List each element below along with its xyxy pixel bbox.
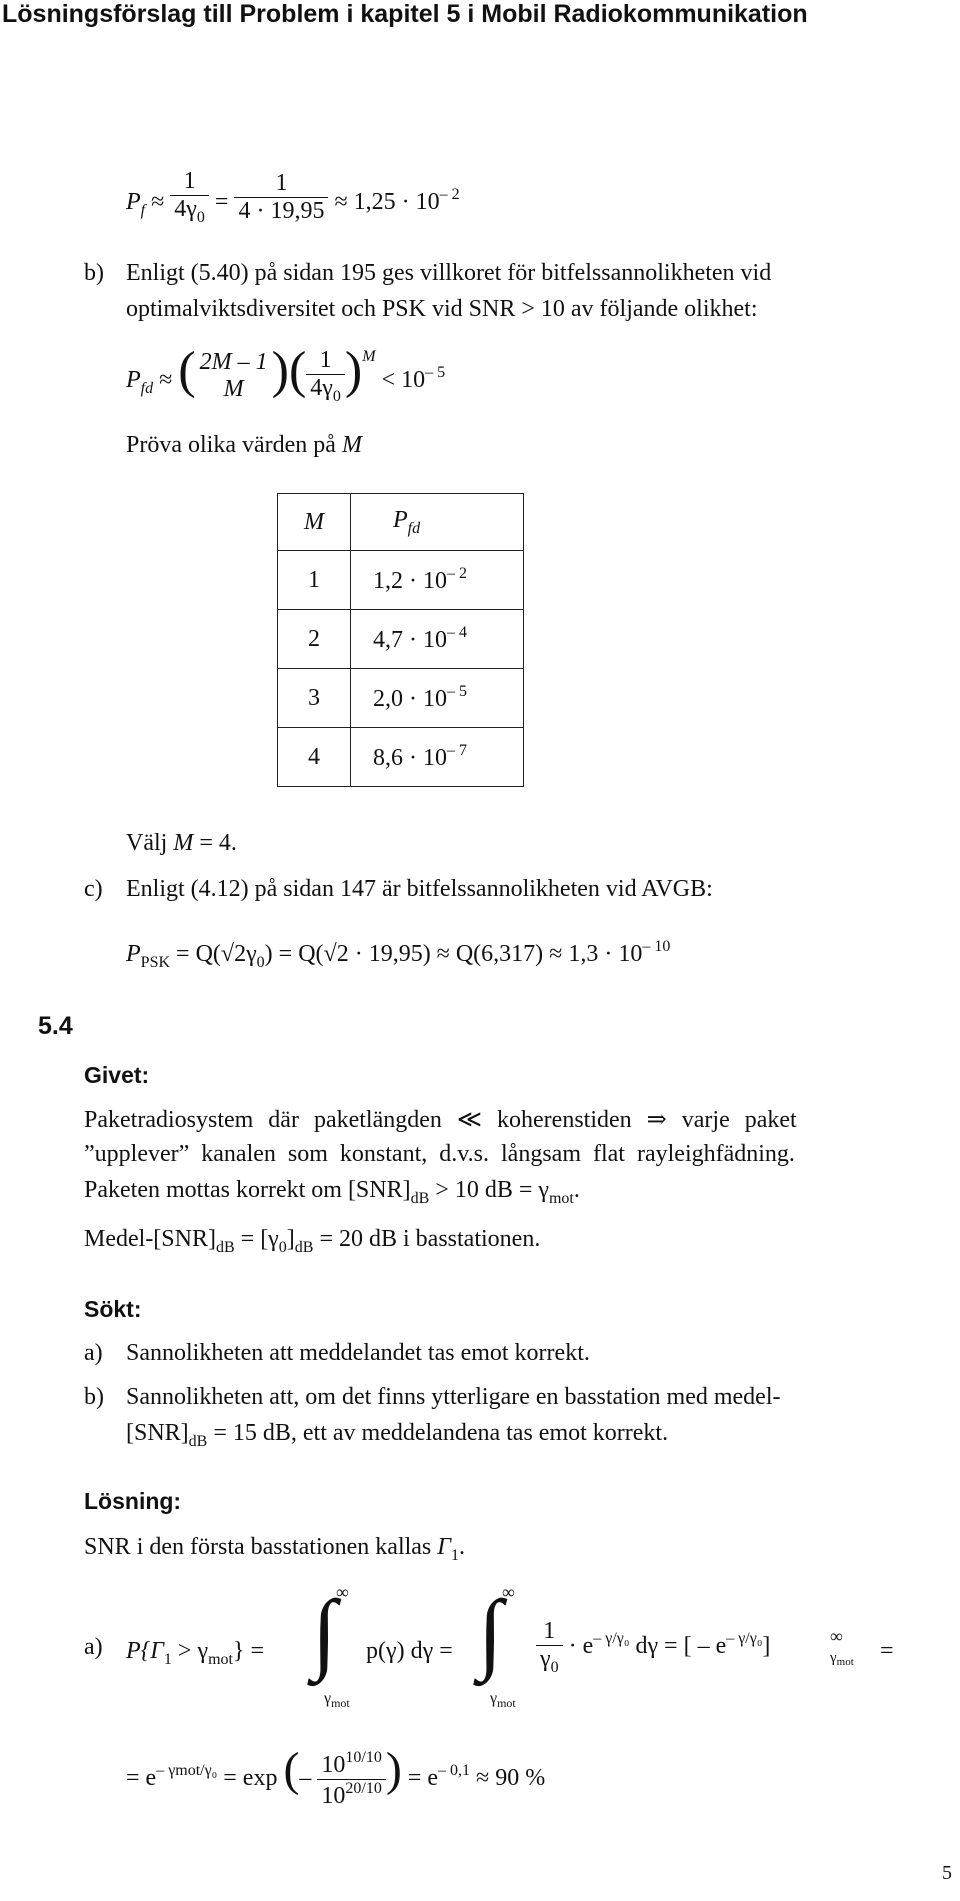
table-cell-p [351, 728, 524, 787]
pfd-table [277, 493, 524, 787]
sokt-b-line2-a: [SNR] [126, 1420, 189, 1446]
line2-e-exp: – γmot/γ₀ [156, 1762, 218, 1779]
equation-pf [126, 168, 460, 227]
ppsk-part-b: ) = Q(√2 · 19,95) ≈ Q(6,317) ≈ 1,3 · 10 [264, 941, 643, 967]
ppsk-sub-0: 0 [256, 954, 265, 971]
frac-num: 1 [536, 1618, 563, 1646]
table-cell-m: 2 [278, 610, 351, 669]
pf-result-exp: – 2 [439, 186, 460, 204]
den-sub: 0 [332, 387, 341, 405]
choose-text: Välj [126, 830, 168, 856]
line4-c: ] [286, 1226, 295, 1252]
solution-a-lhs [126, 1638, 264, 1669]
bracket-upper: ∞ [830, 1626, 843, 1646]
p-value: 4,7 · 10 [373, 627, 447, 653]
left-paren-2: ( [288, 342, 307, 399]
den-text: 4γ [310, 374, 333, 401]
power-m: M [362, 348, 376, 365]
prob-open: P{Γ [126, 1638, 164, 1664]
line3-b: > 10 dB = γ [429, 1177, 549, 1203]
sokt-b-label: b) [84, 1384, 104, 1410]
integral-2-lower [490, 1690, 516, 1711]
sub-f: f [140, 202, 146, 220]
p-exp: – 5 [447, 683, 467, 700]
fraction-2-den: 4 · 19,95 [238, 198, 325, 224]
rhs-exp: – 5 [425, 364, 446, 381]
line3-sub2: mot [548, 1190, 574, 1207]
prob-gt: > γ [171, 1638, 209, 1664]
fraction-1-over-gamma0 [536, 1618, 563, 1677]
table-cell-m: 1 [278, 551, 351, 610]
equation-ppsk [126, 938, 670, 972]
exp-e: · e [568, 1633, 594, 1660]
approx-sign: ≈ [151, 189, 165, 216]
fraction-num: 1 [306, 347, 345, 375]
den-gamma: γ [540, 1646, 551, 1672]
lower-gamma: γ [324, 1690, 332, 1707]
prob-sub: 1 [163, 1651, 172, 1668]
part-c-text: Enligt (4.12) på sidan 147 är bitfelssannolikheten vid AVGB: [126, 876, 713, 902]
fraction-1-den [170, 196, 209, 227]
minus-sign: – [299, 1765, 312, 1791]
pf-result: ≈ 1,25 · 10 [334, 189, 440, 216]
section-number: 5.4 [38, 1012, 73, 1040]
losning-heading: Lösning: [84, 1488, 182, 1514]
part-b-label: b) [84, 260, 104, 286]
integral-sign-1: ∫ [312, 1583, 337, 1682]
right-paren: ) [271, 342, 289, 399]
table-cell-m: 3 [278, 669, 351, 728]
equation-pfd [126, 342, 446, 406]
givet-heading: Givet: [84, 1062, 150, 1088]
sokt-b-line2-sub: dB [188, 1433, 208, 1450]
integrand-1: p(γ) dγ = [366, 1638, 453, 1664]
line2-exp: = exp [217, 1765, 278, 1791]
line2-e: = e [126, 1765, 157, 1791]
den-sub: 0 [550, 1659, 559, 1676]
var-p: P [126, 367, 141, 393]
line4-d: = 20 dB i basstationen. [313, 1226, 541, 1252]
givet-line4 [84, 1226, 540, 1257]
page-header-title: Lösningsförslag till Problem i kapitel 5 i Mobil Radiokommunikation [2, 0, 808, 28]
table-row [278, 728, 524, 787]
try-var: M [341, 432, 362, 458]
part-c-label: c) [84, 876, 103, 902]
bracket-close: ] [762, 1633, 771, 1660]
fraction-1 [170, 168, 209, 227]
fraction-1-num: 1 [170, 168, 209, 196]
lower-sub: mot [331, 1696, 350, 1710]
header-m: M [278, 494, 351, 551]
table-cell-p [351, 610, 524, 669]
rhs: < 10 [381, 367, 426, 393]
table-cell-p [351, 551, 524, 610]
table-row [278, 669, 524, 728]
line3-sub: dB [410, 1190, 430, 1207]
binomial-bottom: M [223, 376, 244, 403]
bracket-lower-sub: mot [836, 1656, 854, 1668]
line2-result: ≈ 90 % [470, 1765, 546, 1791]
ppsk-exp: – 10 [642, 938, 671, 955]
sokt-b-line2 [126, 1420, 668, 1451]
sub-fd: fd [140, 380, 154, 397]
sokt-heading: Sökt: [84, 1296, 142, 1322]
p-value: 8,6 · 10 [373, 745, 447, 771]
losning-line [84, 1534, 465, 1565]
lower-sub: mot [497, 1696, 516, 1710]
sokt-a-label: a) [84, 1340, 103, 1366]
bracket-lower [830, 1650, 854, 1668]
p-exp: – 4 [447, 624, 467, 641]
sokt-b-line1: Sannolikheten att, om det finns ytterligare en basstation med medel- [126, 1384, 781, 1410]
p-value: 1,2 · 10 [373, 568, 447, 594]
den-sub: 0 [196, 209, 205, 226]
header-p-text: P [393, 506, 408, 533]
approx-sign: ≈ [159, 367, 173, 393]
den-text: 4γ [174, 196, 197, 222]
part-b-line2: optimalviktsdiversitet och PSK vid SNR > 10 av följande olikhet: [126, 296, 758, 322]
losning-var: Γ [437, 1534, 451, 1560]
line2-e2: = e [407, 1765, 439, 1791]
var-p: P [126, 189, 141, 216]
p-exp: – 7 [447, 742, 467, 759]
table-cell-p [351, 669, 524, 728]
page-number: 5 [942, 1862, 952, 1884]
integrand-3: dγ = [ – e [629, 1633, 727, 1660]
var-p: P [126, 941, 141, 967]
line4-sub: dB [215, 1239, 235, 1256]
line4-a: Medel-[SNR] [84, 1226, 216, 1252]
right-paren: ) [385, 1743, 402, 1796]
losning-var-sub: 1 [450, 1547, 459, 1564]
line4-sub2: 0 [278, 1239, 287, 1256]
table-header-row [278, 494, 524, 551]
num-base: 10 [321, 1751, 346, 1778]
sokt-b-line2-b: = 15 dB, ett av meddelandena tas emot korrekt. [207, 1420, 669, 1446]
line3-c: . [573, 1177, 580, 1203]
ppsk-part-a: = Q(√2γ [176, 941, 257, 967]
line2-frac-den [317, 1780, 385, 1810]
integrand-3-sup: – γ/γ₀ [726, 1630, 763, 1648]
left-paren: ( [178, 342, 196, 399]
line2-fraction [317, 1749, 385, 1810]
table-row [278, 551, 524, 610]
try-values-text [126, 432, 362, 459]
num-exp: 10/10 [345, 1748, 382, 1766]
prob-close: } = [232, 1638, 265, 1664]
left-paren: ( [283, 1743, 300, 1796]
solution-a-label: a) [84, 1634, 103, 1660]
binomial [196, 349, 272, 403]
givet-line1: Paketradiosystem där paketlängden ≪ koherenstiden ⇒ varje paket [84, 1107, 797, 1133]
line4-sub3: dB [294, 1239, 314, 1256]
fraction-2 [234, 170, 328, 225]
equals-sign: = [214, 189, 229, 216]
binomial-top: 2M – 1 [199, 349, 268, 376]
losning-end: . [458, 1534, 465, 1560]
right-paren-2: ) [344, 342, 363, 399]
choose-m-text [126, 830, 237, 857]
bracket-lower-gamma: γ [830, 1650, 837, 1666]
fraction-den [306, 375, 345, 406]
fraction-2-num: 1 [234, 170, 328, 198]
try-text: Pröva olika värden på [126, 432, 336, 458]
integral-1-upper: ∞ [336, 1582, 349, 1602]
choose-var: M [173, 830, 194, 856]
line2-e2-exp: – 0,1 [438, 1762, 471, 1779]
integral-1-lower [324, 1690, 350, 1711]
frac-den [536, 1646, 563, 1677]
exp-e-sup: – γ/γ₀ [593, 1630, 630, 1648]
table-cell-m: 4 [278, 728, 351, 787]
part-b-line1: Enligt (5.40) på sidan 195 ges villkoret för bitfelssannolikheten vid [126, 260, 772, 286]
integral-2-upper: ∞ [502, 1582, 515, 1602]
header-p-sub: fd [407, 519, 421, 537]
lower-gamma: γ [490, 1690, 498, 1707]
table-row [278, 610, 524, 669]
integrand-2 [536, 1618, 770, 1677]
integral-sign-2: ∫ [478, 1583, 503, 1682]
p-value: 2,0 · 10 [373, 686, 447, 712]
line4-b: = [γ [234, 1226, 279, 1252]
line2-frac-num [317, 1749, 385, 1780]
fraction-4gamma [306, 347, 345, 406]
choose-val: = 4. [199, 830, 237, 856]
prob-gt-sub: mot [208, 1651, 233, 1668]
line3-a: Paketen mottas korrekt om [SNR] [84, 1177, 411, 1203]
givet-line3 [84, 1177, 580, 1208]
den-exp: 20/10 [345, 1779, 382, 1797]
losning-text: SNR i den första basstationen kallas [84, 1534, 432, 1560]
p-exp: – 2 [447, 565, 467, 582]
solution-a-tail: = [880, 1638, 894, 1664]
den-base: 10 [321, 1782, 346, 1809]
solution-a-line2 [126, 1743, 546, 1810]
givet-line2: ”upplever” kanalen som konstant, d.v.s. långsam flat rayleighfädning. [84, 1141, 795, 1167]
sokt-a-text: Sannolikheten att meddelandet tas emot korrekt. [126, 1340, 590, 1366]
sub-psk: PSK [140, 954, 171, 971]
header-p [351, 494, 524, 551]
